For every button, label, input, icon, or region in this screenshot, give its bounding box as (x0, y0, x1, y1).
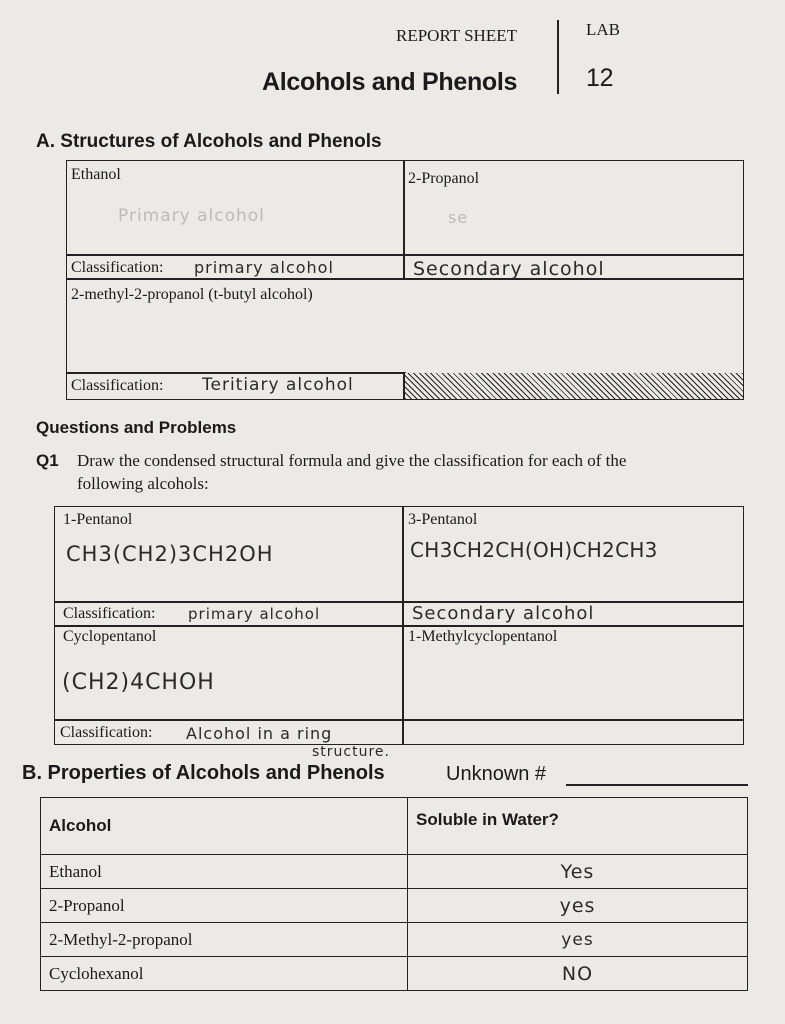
report-sheet-label: REPORT SHEET (396, 26, 517, 45)
classification-label: Classification: (71, 259, 164, 276)
propanol-classification: Secondary alcohol (413, 258, 605, 280)
unknown-blank-line (566, 784, 748, 786)
methylpropanol-label: 2-methyl-2-propanol (t-butyl alcohol) (71, 286, 313, 303)
pentanol3-classification: Secondary alcohol (412, 603, 595, 624)
questions-heading: Questions and Problems (36, 418, 237, 437)
section-b-heading: B. Properties of Alcohols and Phenols (22, 762, 385, 784)
methylpropanol-classification: Teritiary alcohol (202, 375, 354, 395)
q1-label: Q1 (36, 451, 59, 470)
lab-label: LAB (586, 20, 620, 39)
cyclopentanol-classification-cont: structure. (312, 744, 390, 760)
structures-table-hline (66, 254, 744, 256)
propanol-note: se (448, 208, 469, 227)
pentanol3-formula: CH3CH2CH(OH)CH2CH3 (410, 538, 658, 562)
lab-number: 12 (586, 64, 614, 92)
soluble-cell: yes (408, 889, 748, 923)
classification-label: Classification: (60, 724, 153, 741)
header-divider (557, 20, 559, 94)
q1-text-line2: following alcohols: (77, 474, 209, 493)
structures-table-hline (66, 372, 406, 374)
structures-table-hline (66, 278, 744, 280)
classification-label: Classification: (71, 377, 164, 394)
methylcyclopentanol-label: 1-Methylcyclopentanol (408, 628, 558, 645)
alcohol-cell: 2-Propanol (41, 889, 408, 923)
pentanol1-classification: primary alcohol (188, 605, 321, 623)
q1-table-hline (54, 625, 744, 627)
structures-table-divider (403, 160, 405, 280)
structures-table (66, 160, 744, 400)
soluble-cell: Yes (408, 855, 748, 889)
q1-text-line1: Draw the condensed structural formula and give the classification for each of the (77, 451, 627, 470)
cyclopentanol-classification: Alcohol in a ring (186, 724, 333, 743)
col-soluble-header: Soluble in Water? (408, 798, 748, 855)
properties-table (40, 797, 748, 991)
hatched-cell (405, 373, 743, 399)
cyclopentanol-label: Cyclopentanol (63, 628, 157, 645)
classification-label: Classification: (63, 605, 156, 622)
alcohol-cell: Ethanol (41, 855, 408, 889)
table-row (41, 889, 748, 923)
page-title: Alcohols and Phenols (262, 68, 518, 96)
ethanol-label: Ethanol (71, 166, 121, 183)
propanol-label: 2-Propanol (408, 170, 480, 187)
alcohol-cell: Cyclohexanol (41, 957, 408, 991)
ethanol-note: Primary alcohol (118, 206, 265, 226)
pentanol1-formula: CH3(CH2)3CH2OH (66, 542, 274, 566)
section-a-heading: A. Structures of Alcohols and Phenols (36, 131, 382, 152)
table-header-row (41, 798, 748, 855)
q1-table-hline (54, 601, 744, 603)
soluble-cell: NO (408, 957, 748, 991)
alcohol-cell: 2-Methyl-2-propanol (41, 923, 408, 957)
q1-table-hline (54, 719, 744, 721)
pentanol3-label: 3-Pentanol (408, 511, 478, 528)
table-row (41, 855, 748, 889)
pentanol1-label: 1-Pentanol (63, 511, 133, 528)
unknown-label: Unknown # (446, 763, 547, 785)
cyclopentanol-formula: (CH2)4CHOH (62, 670, 215, 695)
col-alcohol-header: Alcohol (41, 798, 408, 855)
soluble-cell: yes (408, 923, 748, 957)
table-row (41, 923, 748, 957)
ethanol-classification: primary alcohol (194, 258, 334, 277)
table-row (41, 957, 748, 991)
